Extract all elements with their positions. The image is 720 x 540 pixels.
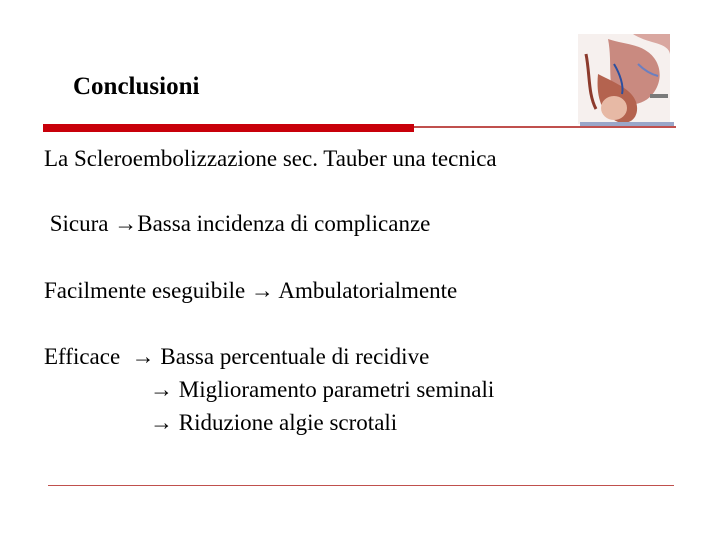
title-underline-bar (43, 124, 414, 132)
text-line-1: La Scleroembolizzazione sec. Tauber una tecnica (44, 146, 497, 171)
footer-divider (48, 485, 674, 486)
slide-title: Conclusioni (73, 73, 200, 100)
anatomy-drawing-icon (578, 34, 670, 124)
title-underline-line (414, 126, 676, 128)
text-line-3: Facilmente eseguibile → Ambulatorialmente (44, 278, 458, 303)
anatomy-illustration (578, 34, 670, 124)
text-line-2: Sicura →Bassa incidenza di complicanze (44, 211, 431, 236)
text-line-5: → Miglioramento parametri seminali (150, 377, 495, 402)
text-line-6: → Riduzione algie scrotali (150, 410, 398, 435)
text-line-4: Efficace → Bassa percentuale di recidive (44, 344, 430, 369)
